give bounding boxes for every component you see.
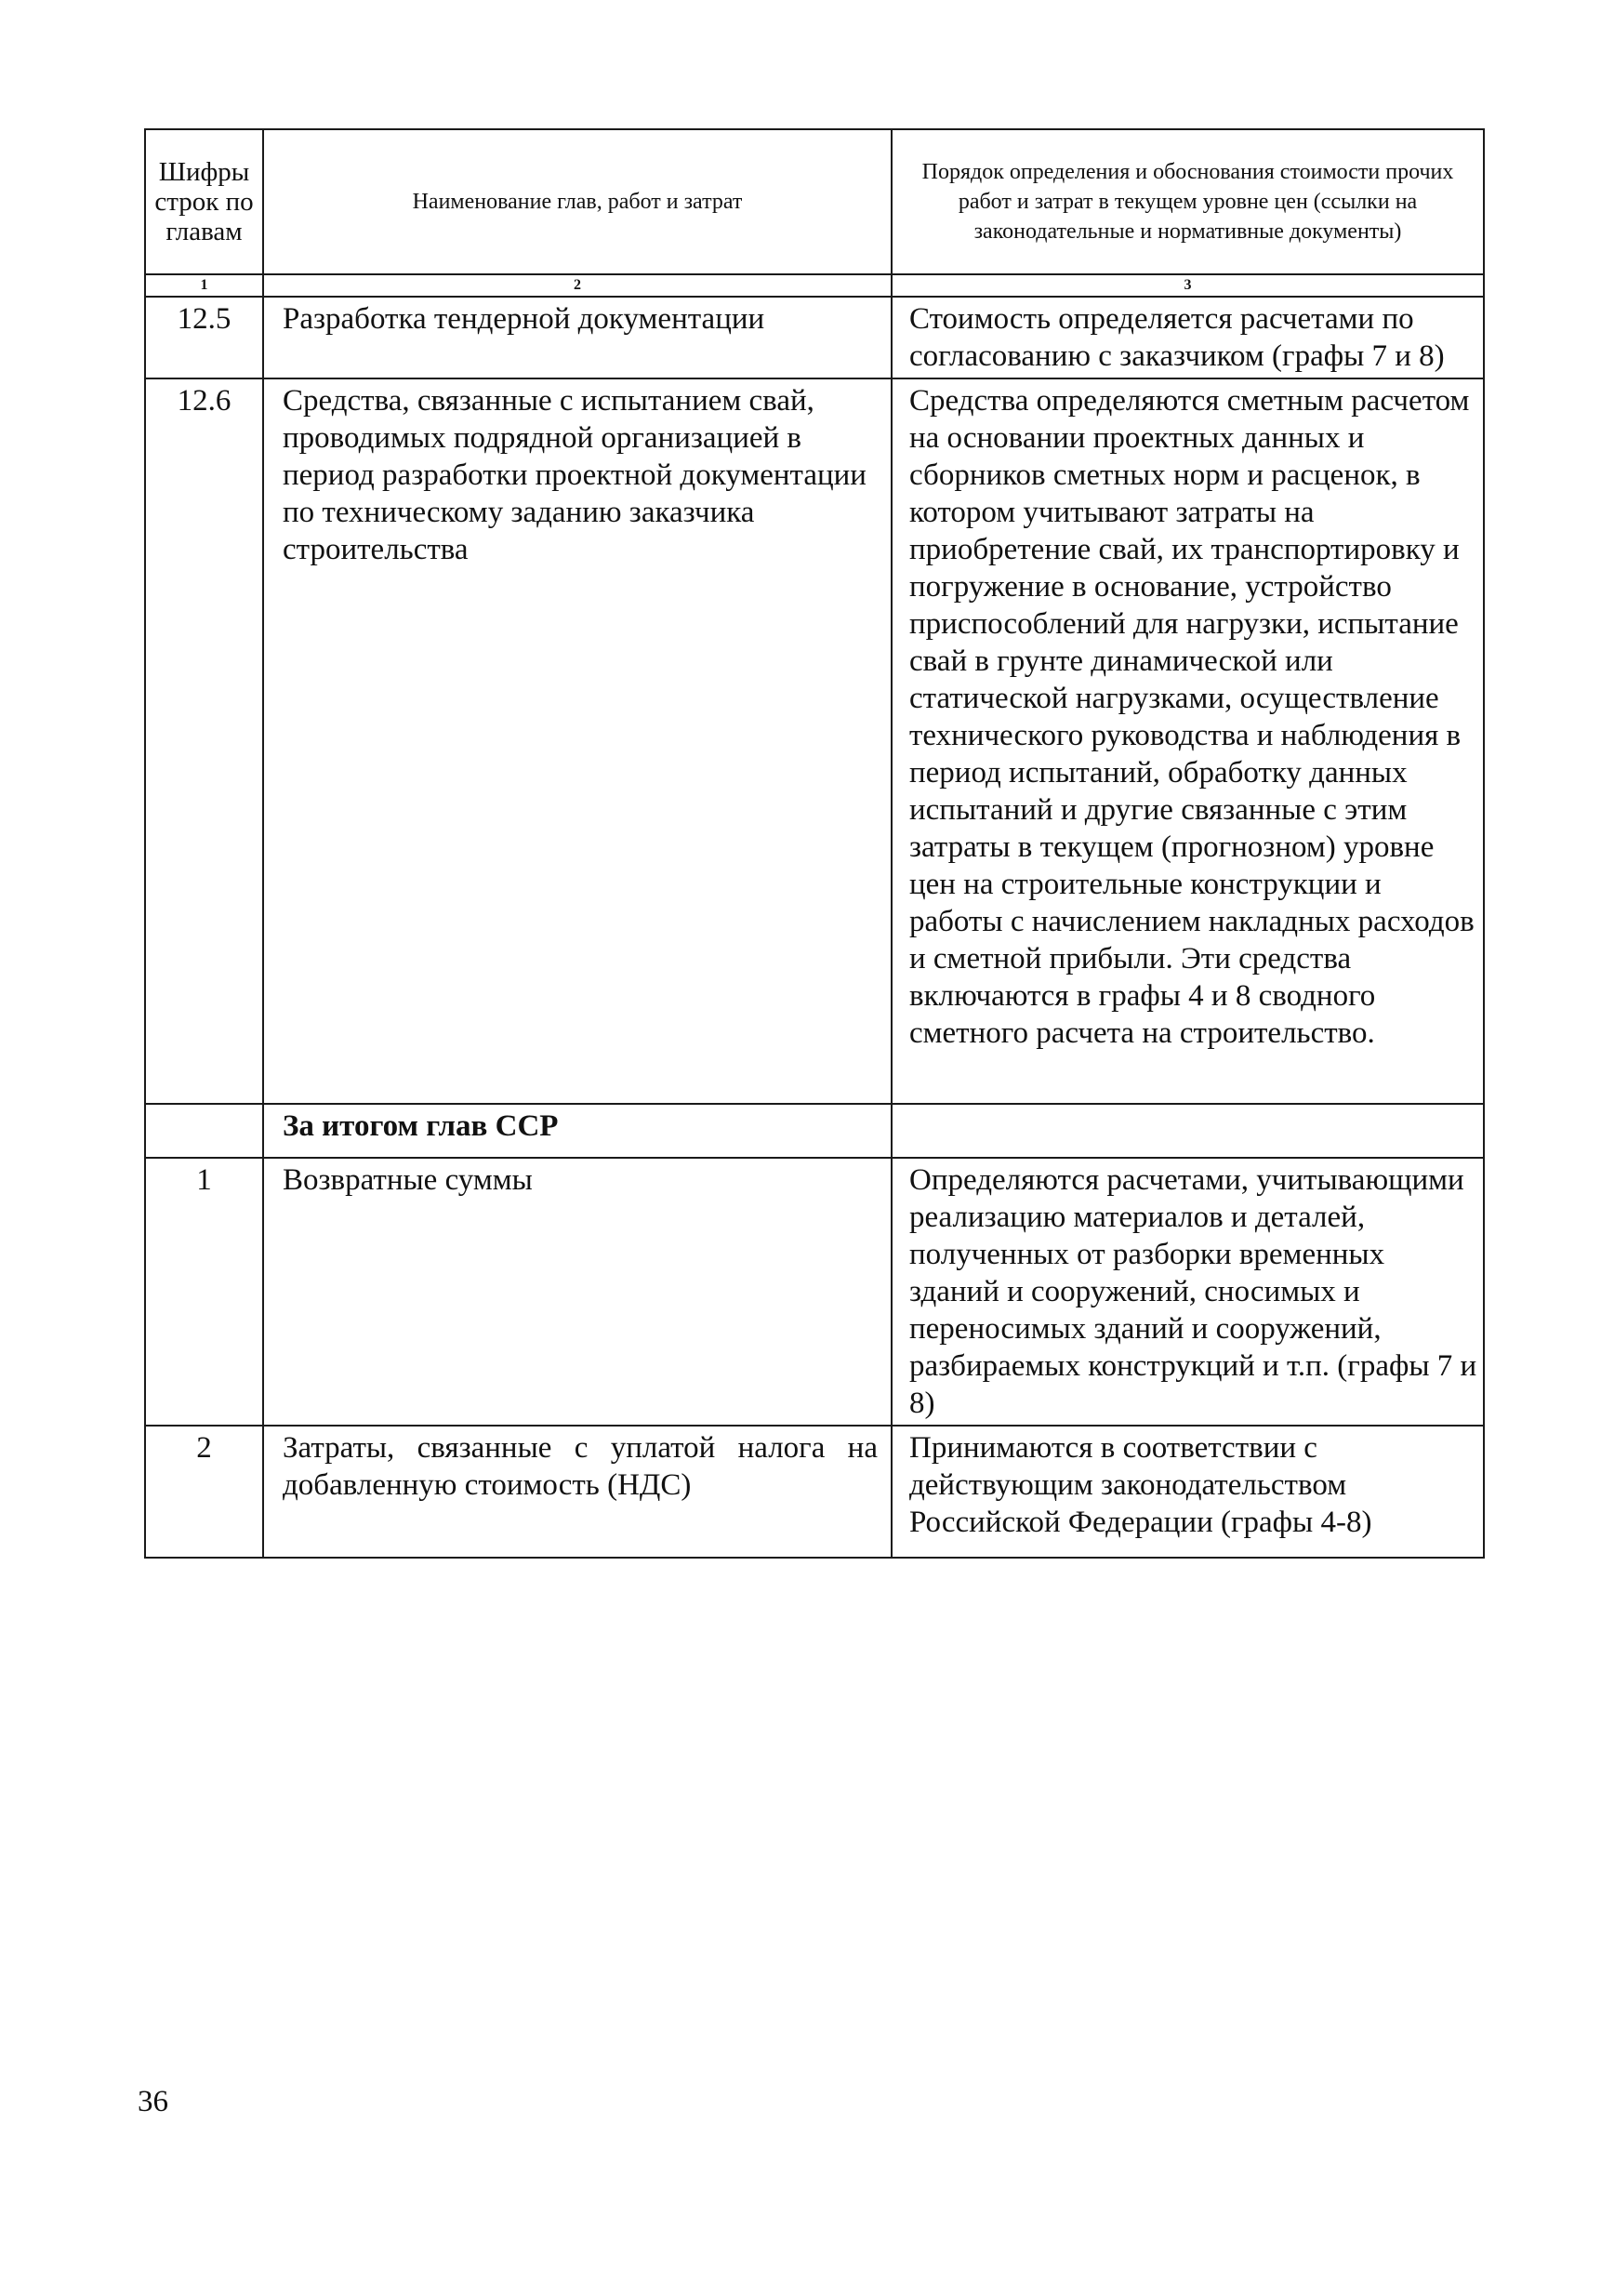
row-name: Возвратные суммы	[263, 1158, 892, 1426]
header-name: Наименование глав, работ и затрат	[263, 129, 892, 274]
row-procedure: Принимаются в соответствии с действующим законодательством Российской Федерации (графы 4-8)	[892, 1426, 1484, 1558]
row-name: Затраты, связанные с уплатой налога на добавленную стоимость (НДС)	[263, 1426, 892, 1558]
column-number-3: 3	[892, 274, 1484, 297]
table-row	[145, 1158, 1484, 1426]
table-header-row	[145, 129, 1484, 274]
header-procedure: Порядок определения и обоснования стоимости прочих работ и затрат в текущем уровне цен (ссылки на законодательные и нормативные документы)	[892, 129, 1484, 274]
row-name: Разработка тендерной документации	[263, 297, 892, 378]
row-code: 1	[145, 1158, 263, 1426]
row-procedure: Средства определяются сметным расчетом на основании проектных данных и сборников сметных норм и расценок, в котором учитывают затраты на приобретение свай, их транспортировку и погружение в основание, устройство приспособлений для нагрузки, испытание свай в грунте динамической или статической нагрузками, осуществление технического руководства и наблюдения в период испытаний, обработку данных испытаний и другие связанные с этим затраты в текущем (прогнозном) уровне цен на строительные конструкции и работы с начислением накладных расходов и сметной прибыли. Эти средства включаются в графы 4 и 8 сводного сметного расчета на строительство.	[892, 378, 1484, 1104]
column-number-2: 2	[263, 274, 892, 297]
row-code: 2	[145, 1426, 263, 1558]
column-number-1: 1	[145, 274, 263, 297]
row-code: 12.6	[145, 378, 263, 1104]
section-heading-row	[145, 1104, 1484, 1158]
table-row	[145, 297, 1484, 378]
row-code	[145, 1104, 263, 1158]
table-row	[145, 378, 1484, 1104]
row-procedure: Стоимость определяется расчетами по согласованию с заказчиком (графы 7 и 8)	[892, 297, 1484, 378]
row-procedure: Определяются расчетами, учитывающими реализацию материалов и деталей, полученных от разборки временных зданий и сооружений, сносимых и переносимых зданий и сооружений, разбираемых конструкций и т.п. (графы 7 и 8)	[892, 1158, 1484, 1426]
table-row	[145, 1426, 1484, 1558]
row-name: Средства, связанные с испытанием свай, проводимых подрядной организацией в период разработки проектной документации по техническому заданию заказчика строительства	[263, 378, 892, 1104]
column-numbers-row	[145, 274, 1484, 297]
section-heading: За итогом глав ССР	[263, 1104, 892, 1158]
page-number: 36	[138, 2085, 168, 2118]
header-codes: Шифры строк по главам	[145, 129, 263, 274]
row-procedure	[892, 1104, 1484, 1158]
cost-table	[144, 128, 1485, 1559]
row-code: 12.5	[145, 297, 263, 378]
